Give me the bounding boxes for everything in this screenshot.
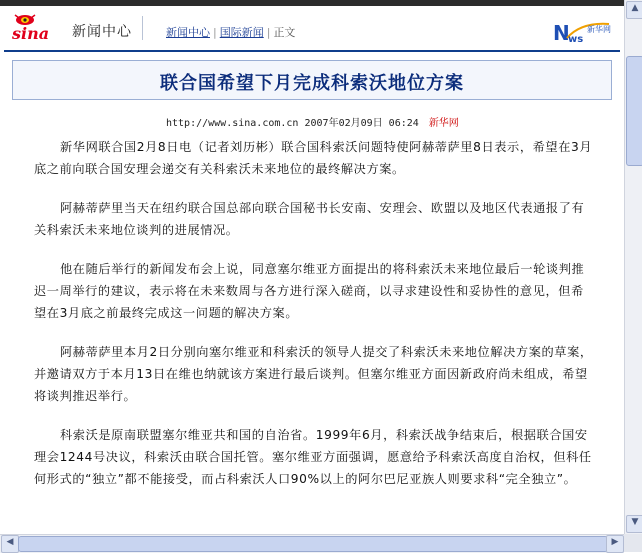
- paragraph: 科索沃是原南联盟塞尔维亚共和国的自治省。1999年6月，科索沃战争结束后，根据联合国安理会1244号决议，科索沃由联合国托管。塞尔维亚方面强调，愿意给予科索沃高度自治权，但科任何形式的“独立”都不能接受，而占科索沃人口90%以上的阿尔巴尼亚族人则要求科“完全独立”。: [34, 428, 592, 486]
- breadcrumb-current: 正文: [273, 26, 296, 39]
- svg-text:N: N: [553, 21, 570, 44]
- paragraph: 他在随后举行的新闻发布会上说，同意塞尔维亚方面提出的将科索沃未来地位最后一轮谈判推迟一周举行的建议，表示将在未来数周与各方进行深入磋商，以寻求建设性和妥协性的意见，但希望在3月底之前最终完成这一问题的解决方案。: [34, 262, 585, 320]
- horizontal-scrollbar[interactable]: [0, 534, 624, 553]
- scroll-up-button[interactable]: [626, 1, 642, 19]
- breadcrumb-separator: |: [266, 26, 271, 39]
- paragraph: 阿赫蒂萨里本月2日分别向塞尔维亚和科索沃的领导人提交了科索沃未来地位解决方案的草案，并邀请双方于本月13日在维也纳就该方案进行最后谈判。但塞尔维亚方面因新政府尚未组成，希望将谈判推迟举行。: [34, 345, 593, 403]
- article-body: [34, 136, 594, 507]
- meta-date: 2007年02月09日 06:24: [304, 118, 419, 129]
- breadcrumb-news-center[interactable]: 新闻中心: [166, 26, 210, 39]
- news-logo-text: 新华网: [587, 25, 611, 34]
- arrow-right-icon: ▶: [611, 537, 619, 547]
- article-title: 联合国希望下月完成科索沃地位方案: [160, 73, 464, 94]
- article-meta: [166, 114, 459, 129]
- breadcrumb-separator: |: [213, 26, 217, 39]
- horizontal-scroll-thumb[interactable]: [18, 536, 608, 552]
- meta-url: http://www.sina.com.cn: [166, 118, 299, 129]
- xinhua-news-logo[interactable]: [551, 18, 615, 44]
- breadcrumb-international-news[interactable]: 国际新闻: [219, 26, 264, 39]
- scroll-down-button[interactable]: [626, 515, 642, 533]
- vertical-scrollbar[interactable]: [624, 0, 642, 534]
- page-content: [0, 6, 624, 534]
- meta-source[interactable]: 新华网: [428, 118, 459, 129]
- header: [0, 6, 624, 48]
- scrollbar-corner: [624, 534, 642, 552]
- site-name: 新闻中心: [72, 24, 132, 40]
- breadcrumb: [166, 24, 295, 40]
- svg-text:ws: ws: [568, 34, 584, 44]
- header-rule: [4, 50, 620, 52]
- scroll-left-button[interactable]: [1, 535, 19, 553]
- arrow-down-icon: ▼: [631, 517, 639, 527]
- scroll-right-button[interactable]: [606, 535, 624, 553]
- paragraph: 阿赫蒂萨里当天在纽约联合国总部向联合国秘书长安南、安理会、欧盟以及地区代表通报了有关科索沃未来地位谈判的进展情况。: [34, 201, 585, 237]
- sina-logo-text: sina: [12, 24, 50, 42]
- arrow-up-icon: ▲: [631, 3, 639, 13]
- header-divider: [142, 16, 143, 40]
- paragraph: 新华网联合国2月8日电（记者刘历彬）联合国科索沃问题特使阿赫蒂萨里8日表示，希望在3月底之前向联合国安理会递交有关科索沃未来地位的最终解决方案。: [34, 140, 593, 176]
- vertical-scroll-thumb[interactable]: [626, 56, 642, 166]
- sina-logo[interactable]: [10, 12, 68, 42]
- title-box: [12, 60, 612, 100]
- arrow-left-icon: ◀: [6, 537, 14, 547]
